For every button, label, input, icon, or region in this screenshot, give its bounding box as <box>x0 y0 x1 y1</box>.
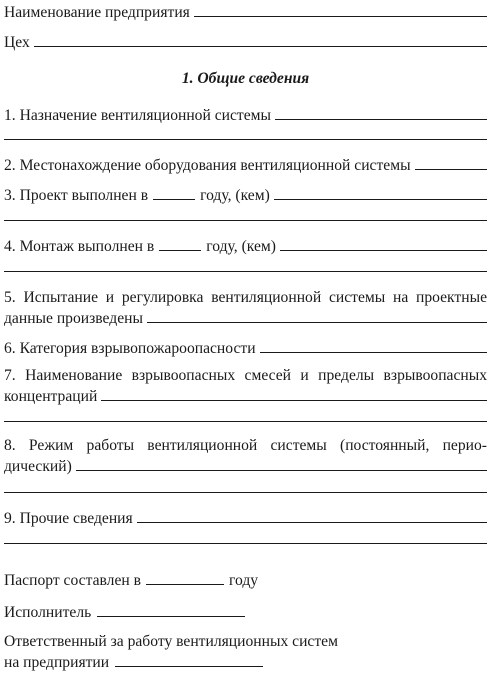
responsible-line1: Ответственный за работу вентиляционных систем <box>4 633 338 650</box>
responsible-label: на предприятии <box>4 654 110 671</box>
item9-blank[interactable] <box>137 508 487 523</box>
passport-label: Паспорт составлен в <box>4 572 141 589</box>
item7-extra-line[interactable] <box>4 421 487 422</box>
item1-label: 1. Назначение вентиляционной системы <box>4 107 271 124</box>
item1-blank[interactable] <box>275 105 487 120</box>
item9-label: 9. Прочие сведения <box>4 510 133 527</box>
item4-label: 4. Монтаж выполнен в <box>4 238 155 255</box>
item3-year-blank[interactable] <box>153 185 195 200</box>
executor-label: Исполнитель <box>4 604 92 621</box>
passport-year-blank[interactable] <box>146 570 224 585</box>
passport-year-label: году <box>228 572 259 589</box>
company-field-row <box>4 2 487 22</box>
item3-label: 3. Проект выполнен в <box>4 187 149 204</box>
item4-year-blank[interactable] <box>159 236 201 251</box>
item6-blank[interactable] <box>260 338 487 353</box>
item4-extra-line[interactable] <box>4 271 487 272</box>
passport-row <box>4 570 487 590</box>
item7-row <box>4 386 487 406</box>
responsible-row <box>4 652 487 672</box>
item5-label: данные произведены <box>4 310 143 327</box>
item2-label: 2. Местонахождение оборудования вентиляционной системы <box>4 157 411 174</box>
item5-row <box>4 308 487 328</box>
item8-label: дический) <box>4 458 72 475</box>
item2-row <box>4 155 487 175</box>
item8-blank[interactable] <box>76 456 487 471</box>
item2-blank[interactable] <box>415 155 487 170</box>
item6-row <box>4 338 487 358</box>
item4-row <box>4 236 487 256</box>
item7-blank[interactable] <box>101 386 487 401</box>
workshop-field-row <box>4 32 487 52</box>
item1-extra-line[interactable] <box>4 139 487 140</box>
executor-row <box>4 602 487 622</box>
company-blank[interactable] <box>194 2 487 17</box>
workshop-blank[interactable] <box>34 32 487 47</box>
responsible-blank[interactable] <box>115 652 263 667</box>
item1-row <box>4 105 487 125</box>
item4-label-who: году, (кем) <box>206 238 276 255</box>
item8-row <box>4 456 487 476</box>
item6-label: 6. Категория взрывопожароопасности <box>4 340 256 357</box>
item8-line1: 8. Режим работы вентиляционной системы (постоянный, перио- <box>4 437 487 454</box>
item3-who-blank[interactable] <box>274 185 487 200</box>
section-title: 1. Общие сведения <box>181 70 310 87</box>
item5-line1: 5. Испытание и регулировка вентиляционной системы на проектные <box>4 289 487 306</box>
item7-label: концентраций <box>4 388 98 405</box>
item3-extra-line[interactable] <box>4 220 487 221</box>
item3-label-who: году, (кем) <box>200 187 270 204</box>
item9-row <box>4 508 487 528</box>
item7-line1: 7. Наименование взрывоопасных смесей и пределы взрывоопасных <box>4 367 487 384</box>
item8-extra-line[interactable] <box>4 492 487 493</box>
item4-who-blank[interactable] <box>280 236 487 251</box>
item3-row <box>4 185 487 205</box>
workshop-label: Цех <box>4 34 30 51</box>
item5-blank[interactable] <box>147 308 487 323</box>
item9-extra-line[interactable] <box>4 543 487 544</box>
company-label: Наименование предприятия <box>4 4 190 21</box>
executor-blank[interactable] <box>97 602 245 617</box>
